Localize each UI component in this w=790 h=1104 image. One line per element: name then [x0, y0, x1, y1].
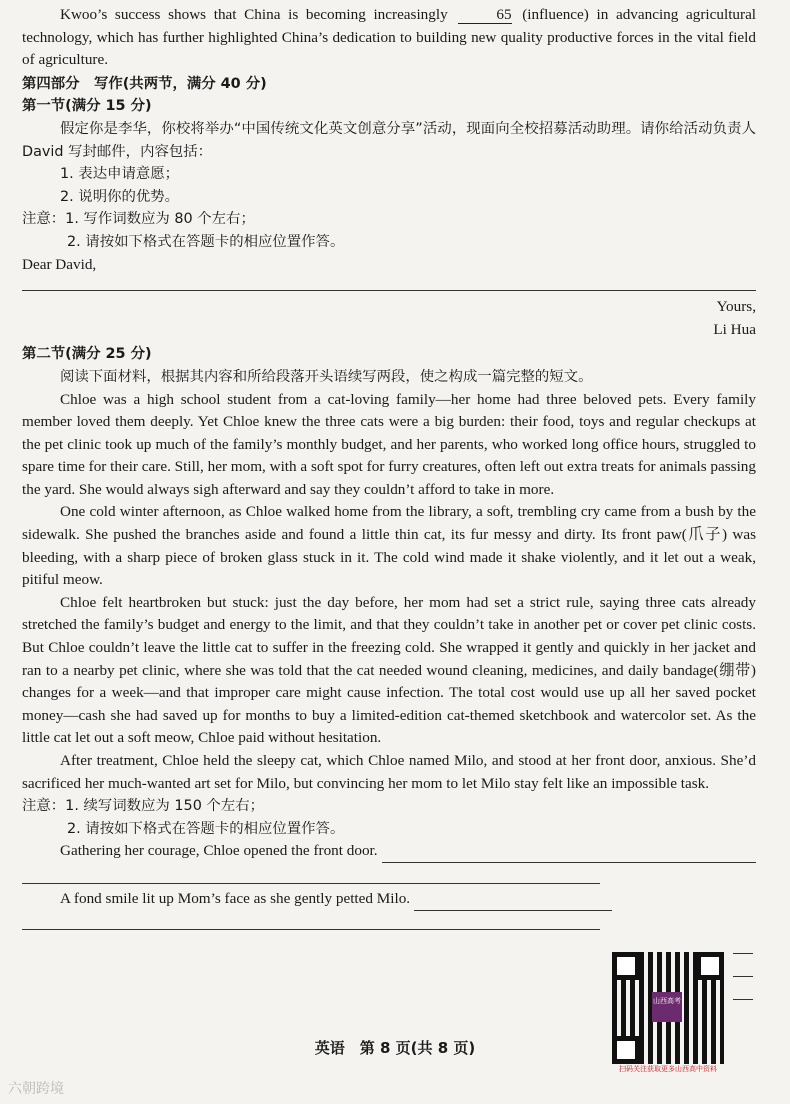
page-footer: 英语 第 8 页(共 8 页) — [314, 1039, 476, 1057]
greeting: Dear David, — [22, 255, 97, 273]
answer-line — [22, 883, 600, 884]
qr-caption: 扫码关注获取更多山西高中资料 — [619, 1065, 717, 1073]
signature: Li Hua — [713, 320, 756, 338]
answer-blank-line — [414, 896, 612, 911]
section1-title: 第一节(满分 15 分) — [22, 98, 152, 115]
part4-title: 第四部分 写作(共两节，满分 40 分) — [22, 75, 267, 92]
story-paragraph-2: One cold winter afternoon, as Chloe walked home from the library, a soft, trembling cry came from a bush by the sidewalk. She pushed the branches aside and found a little thin cat, its fur messy and dirty. Its front paw(爪子) was bleeding, with a sharp piece of broken glass stuck in it. The cold wind made it shake violently, and it let out a weak, pitiful meow. — [22, 503, 756, 589]
section1-prompt: 假定你是李华，你校将举办“中国传统文化英文创意分享”活动，现面向全校招募活动助理。请你给活动负责人 David 写封邮件，内容包括： — [22, 120, 756, 160]
answer-line — [733, 953, 753, 954]
watermark: 六朝跨境 — [8, 1081, 64, 1097]
closing: Yours, — [716, 298, 756, 316]
answer-blank-line — [382, 848, 756, 863]
continuation-line-2 — [22, 888, 612, 911]
qr-logo: 山西高考 — [652, 992, 682, 1022]
story-paragraph-1: Chloe was a high school student from a cat-loving family—her home had three beloved pets. Every family member loved them deeply. Yet Chloe knew the three cats were a big burden: their food, toys and regular checkups at the pet clinic took up much of the family’s monthly budget, and her parents, who worked long office hours, struggled to spare time for their care. Still, her mom, with a soft spot for furry creatures, often left out extra treats for animals passing the yard. She would always sigh afterward and say they couldn’t afford to take in more. — [22, 390, 756, 498]
qr-finder-icon — [612, 1036, 640, 1064]
section2-title: 第二节(满分 25 分) — [22, 346, 152, 363]
answer-line — [22, 290, 756, 291]
story-paragraph-3: Chloe felt heartbroken but stuck: just the day before, her mom had set a strict rule, saying three cats already stretched the family’s budget and energy to the limit, and that they couldn’t take in another pet or cover pet clinic costs. But Chloe couldn’t leave the little cat to suffer in the freezing cold. She wrapped it gently and quickly in her jacket and ran to a nearby pet clinic, where she was told that the cat needed wound cleaning, medicines, and daily bandage(绷带) changes for a week—and that improper care might cause infection. The total cost would use up all her saved pocket money—cash she had saved up for months to buy a limited-edition cat-themed sketchbook and watercolor set. As the little cat let out a soft meow, Chloe paid without hesitation. — [22, 593, 756, 747]
section2-prompt: 阅读下面材料，根据其内容和所给段落开头语续写两段，使之构成一篇完整的短文。 — [60, 368, 593, 385]
answer-line — [733, 999, 753, 1000]
top-paragraph-before: Kwoo’s success shows that China is becoming increasingly — [60, 6, 448, 23]
top-paragraph — [22, 4, 756, 72]
continuation-line-1 — [22, 840, 756, 863]
exam-page — [22, 4, 756, 930]
answer-blank: 65 — [458, 6, 511, 24]
section2-note-1: 注意：1. 续写词数应为 150 个左右； — [22, 798, 264, 815]
section1-item-1: 1. 表达申请意愿； — [60, 166, 180, 183]
answer-line — [733, 976, 753, 977]
story-paragraph-4: After treatment, Chloe held the sleepy cat, which Chloe named Milo, and stood at her front door, anxious. She’d sacrificed her much-wanted art set for Milo, but convincing her mom to let Milo stay felt like an impossible task. — [22, 752, 756, 792]
section1-item-2: 2. 说明你的优势。 — [60, 188, 180, 205]
qr-finder-icon — [612, 952, 640, 980]
qr-code-icon — [612, 952, 724, 1064]
section2-note-2: 2. 请按如下格式在答题卡的相应位置作答。 — [67, 820, 345, 837]
top-paragraph-after: (influence) in advancing agricultural technology, which has further highlighted China’s dedication to building new quality productive forces in the vital field of agriculture. — [22, 6, 757, 69]
continuation-start-2: A fond smile lit up Mom’s face as she gently petted Milo. — [60, 889, 411, 907]
continuation-start-1: Gathering her courage, Chloe opened the front door. — [60, 842, 378, 860]
answer-line — [22, 929, 600, 930]
qr-finder-icon — [696, 952, 724, 980]
section1-note-1: 注意：1. 写作词数应为 80 个左右； — [22, 211, 255, 228]
section1-note-2: 2. 请按如下格式在答题卡的相应位置作答。 — [67, 233, 345, 250]
